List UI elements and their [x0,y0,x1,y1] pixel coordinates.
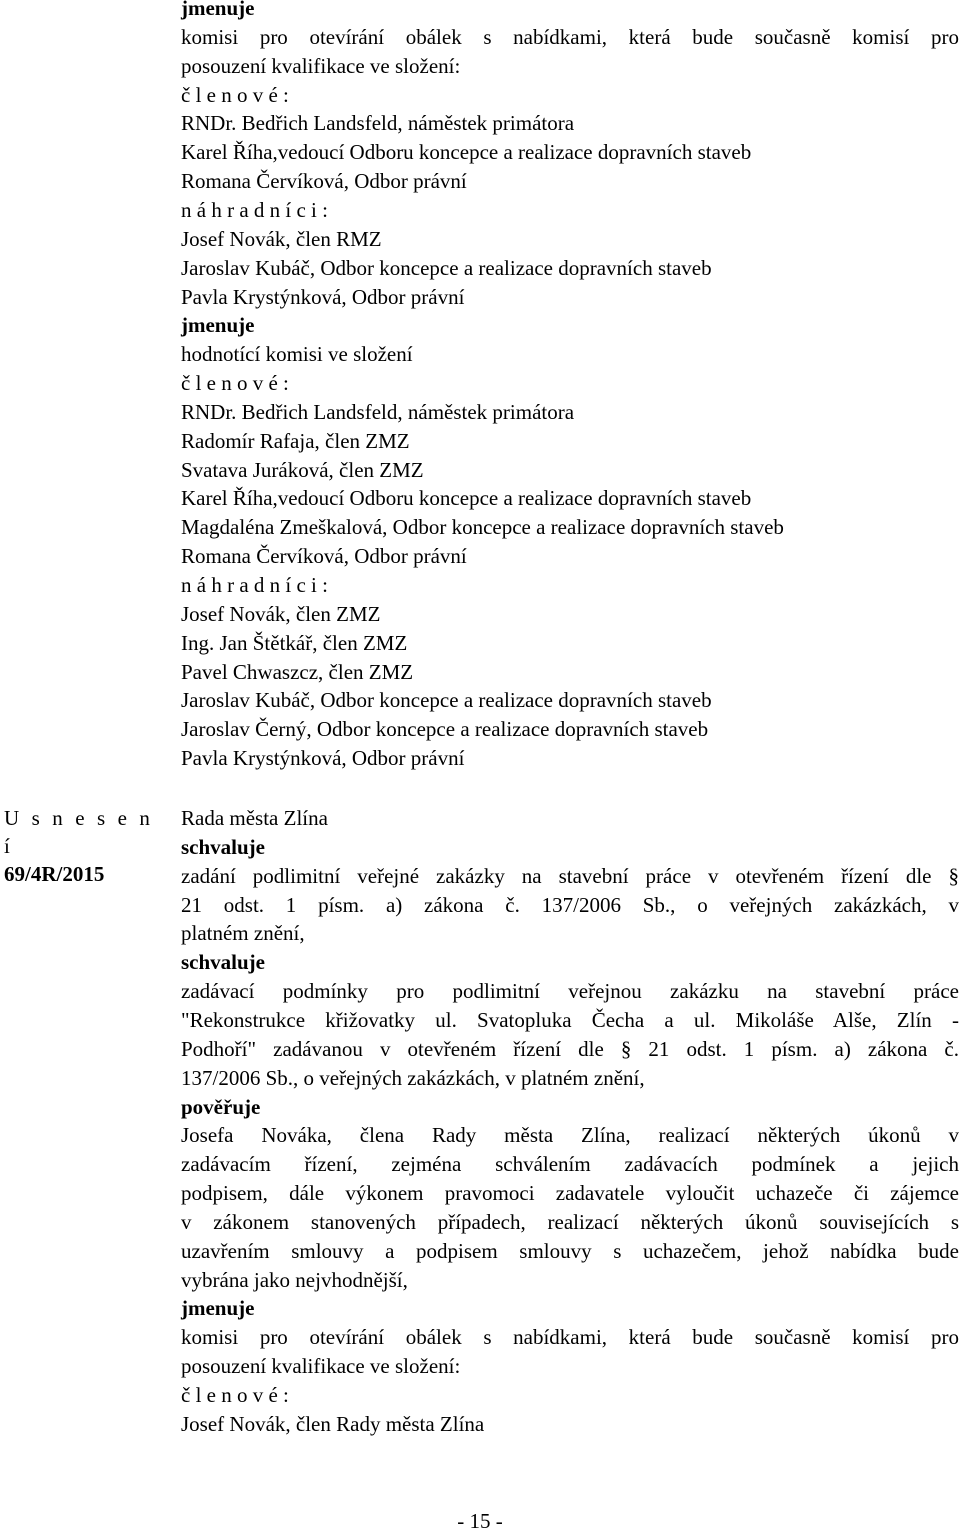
text-line: Pavla Krystýnková, Odbor právní [181,746,465,771]
text-line: Romana Červíková, Odbor právní [181,169,467,194]
text-line: n á h r a d n í c i : [181,573,328,597]
text-line: Svatava Juráková, člen ZMZ [181,457,424,482]
text-line: Karel Říha,vedoucí Odboru koncepce a realizace dopravních staveb [181,486,752,511]
text-line: Pavel Chwaszcz, člen ZMZ [181,659,414,684]
resolution-number: 69/4R/2015 [4,862,105,886]
text-line: Podhoří" zadávanou v otevřeném řízení dle § 21 odst. 1 písm. a) zákona č. [181,1036,959,1061]
page-number: - 15 - [457,1509,503,1533]
action-verb: schvaluje [181,950,265,975]
text-line: Radomír Rafaja, člen ZMZ [181,428,410,453]
resolution-label: U s n e s e n í [4,806,154,858]
text-line: Ing. Jan Štětkář, člen ZMZ [181,630,408,655]
text-line: zadání podlimitní veřejné zakázky na stavební práce v otevřeném řízení dle § [181,863,959,888]
text-line: hodnotící komisi ve složení [181,342,413,367]
text-line: v zákonem stanovených případech, realizací některých úkonů souvisejících s [181,1209,959,1234]
text-line: 21 odst. 1 písm. a) zákona č. 137/2006 Sb., o veřejných zakázkách, v [181,892,959,917]
action-verb: pověřuje [181,1094,261,1119]
text-line: vybrána jako nejvhodnější, [181,1267,408,1292]
text-line: n á h r a d n í c i : [181,197,328,222]
text-line: č l e n o v é : [181,82,289,107]
text-line: posouzení kvalifikace ve složení: [181,53,461,78]
text-line: podpisem, dále výkonem pravomoci zadavatele vyloučit uchazeče či zájemce [181,1181,959,1206]
action-verb: jmenuje [181,1296,255,1321]
text-line: Karel Říha,vedoucí Odboru koncepce a realizace dopravních staveb [181,140,752,165]
text-line: Pavla Krystýnková, Odbor právní [181,284,465,309]
text-line: zadávací podmínky pro podlimitní veřejnou zakázku na stavební práce [181,979,959,1004]
text-line: č l e n o v é : [181,1383,289,1407]
text-line: posouzení kvalifikace ve složení: [181,1354,461,1379]
text-line: komisi pro otevírání obálek s nabídkami, která bude současně komisí pro [181,1325,959,1350]
action-verb: schvaluje [181,834,265,859]
text-line: Josefa Nováka, člena Rady města Zlína, realizací některých úkonů v [181,1123,959,1148]
action-verb: jmenuje [181,313,255,338]
text-line: Josef Novák, člen Rady města Zlína [181,1411,485,1436]
text-line: komisi pro otevírání obálek s nabídkami, která bude současně komisí pro [181,24,959,49]
text-line: Magdaléna Zmeškalová, Odbor koncepce a realizace dopravních staveb [181,515,784,540]
text-line: Jaroslav Kubáč, Odbor koncepce a realizace dopravních staveb [181,688,712,713]
text-line: Josef Novák, člen ZMZ [181,601,381,626]
resolution-header [4,804,164,888]
text-line: Romana Červíková, Odbor právní [181,544,467,569]
text-line: RNDr. Bedřich Landsfeld, náměstek primátora [181,111,575,136]
text-line: č l e n o v é : [181,371,289,396]
text-line: 137/2006 Sb., o veřejných zakázkách, v platném znění, [181,1065,645,1090]
text-line: Josef Novák, člen RMZ [181,226,382,251]
text-line: Jaroslav Kubáč, Odbor koncepce a realizace dopravních staveb [181,255,712,280]
text-line: uzavřením smlouvy a podpisem smlouvy s uchazečem, jehož nabídka bude [181,1238,959,1263]
text-line: platném znění, [181,921,305,946]
text-line: Jaroslav Černý, Odbor koncepce a realizace dopravních staveb [181,717,709,742]
text-line: Rada města Zlína [181,806,328,830]
text-line: "Rekonstrukce křižovatky ul. Svatopluka Čecha a ul. Mikoláše Alše, Zlín - [181,1007,959,1032]
text-line: RNDr. Bedřich Landsfeld, náměstek primátora [181,399,575,424]
action-verb: jmenuje [181,0,255,20]
text-line: zadávacím řízení, zejména schválením zadávacích podmínek a jejich [181,1152,959,1177]
